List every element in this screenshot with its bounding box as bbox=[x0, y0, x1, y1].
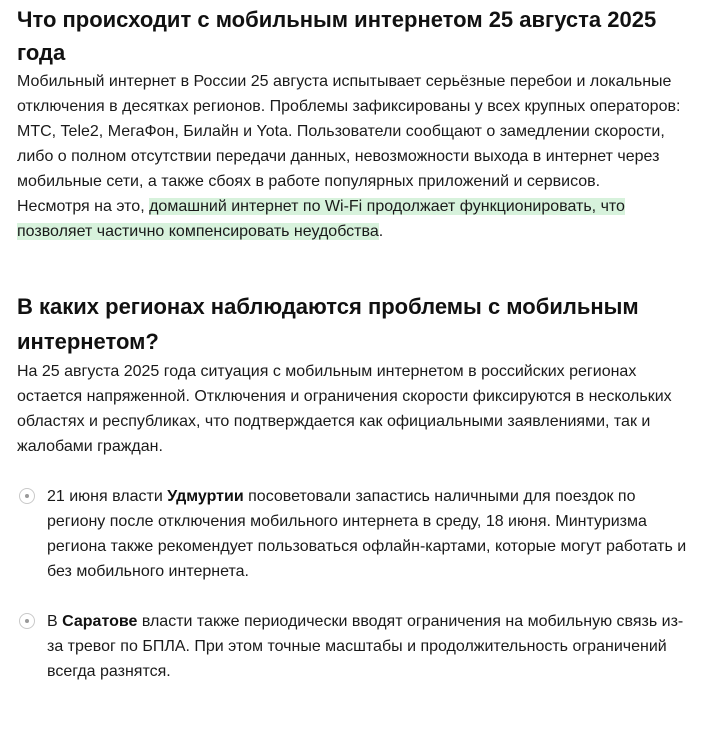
list-item bbox=[17, 484, 697, 584]
list-item-prefix: 21 июня власти bbox=[47, 488, 168, 505]
wifi-note-highlight: домашний интернет по Wi-Fi продолжает функционировать, что позволяет частично компенсировать неудобства bbox=[17, 198, 625, 240]
radio-dot-icon bbox=[19, 613, 35, 629]
article bbox=[17, 0, 697, 684]
region-name: Саратове bbox=[62, 613, 138, 630]
wifi-note-suffix: . bbox=[378, 223, 384, 240]
list-item-text: власти также периодически вводят ограничения на мобильную связь из-за тревог по БПЛА. При этом точные масштабы и продолжительность ограничений всегда разнятся. bbox=[47, 613, 684, 680]
intro-paragraph: Мобильный интернет в России 25 августа испытывает серьёзные перебои и локальные отключения в десятках регионов. Проблемы зафиксированы у всех крупных операторов: МТС, Tele2, МегаФон, Билайн и Yota. Пользователи сообщают о замедлении скорости, либо о полном отсутствии передачи данных, невозможности выхода в интернет через мобильные сети, а также сбоях в работе популярных приложений и сервисов. bbox=[17, 73, 681, 190]
list-item-prefix: В bbox=[47, 613, 63, 630]
article-title: Что происходит с мобильным интернетом 25 августа 2025 года bbox=[17, 7, 657, 65]
region-name: Удмуртии bbox=[167, 488, 244, 505]
list-item bbox=[17, 609, 697, 684]
wifi-note-prefix: Несмотря на это, bbox=[17, 198, 150, 215]
region-list bbox=[17, 484, 697, 684]
section-heading: В каких регионах наблюдаются проблемы с мобильным интернетом? bbox=[17, 294, 639, 354]
wifi-note-paragraph bbox=[17, 194, 697, 244]
radio-dot-icon bbox=[19, 488, 35, 504]
list-item-text: посоветовали запастись наличными для поездок по региону после отключения мобильного интернета в среду, 18 июня. Минтуризма региона также рекомендует пользоваться офлайн-картами, которые могут работать и без мобильного интернета. bbox=[47, 488, 687, 580]
section-intro-paragraph: На 25 августа 2025 года ситуация с мобильным интернетом в российских регионах остается напряженной. Отключения и ограничения скорости фиксируются в нескольких областях и республиках, что подтверждается как официальными заявлениями, так и жалобами граждан. bbox=[17, 363, 672, 455]
